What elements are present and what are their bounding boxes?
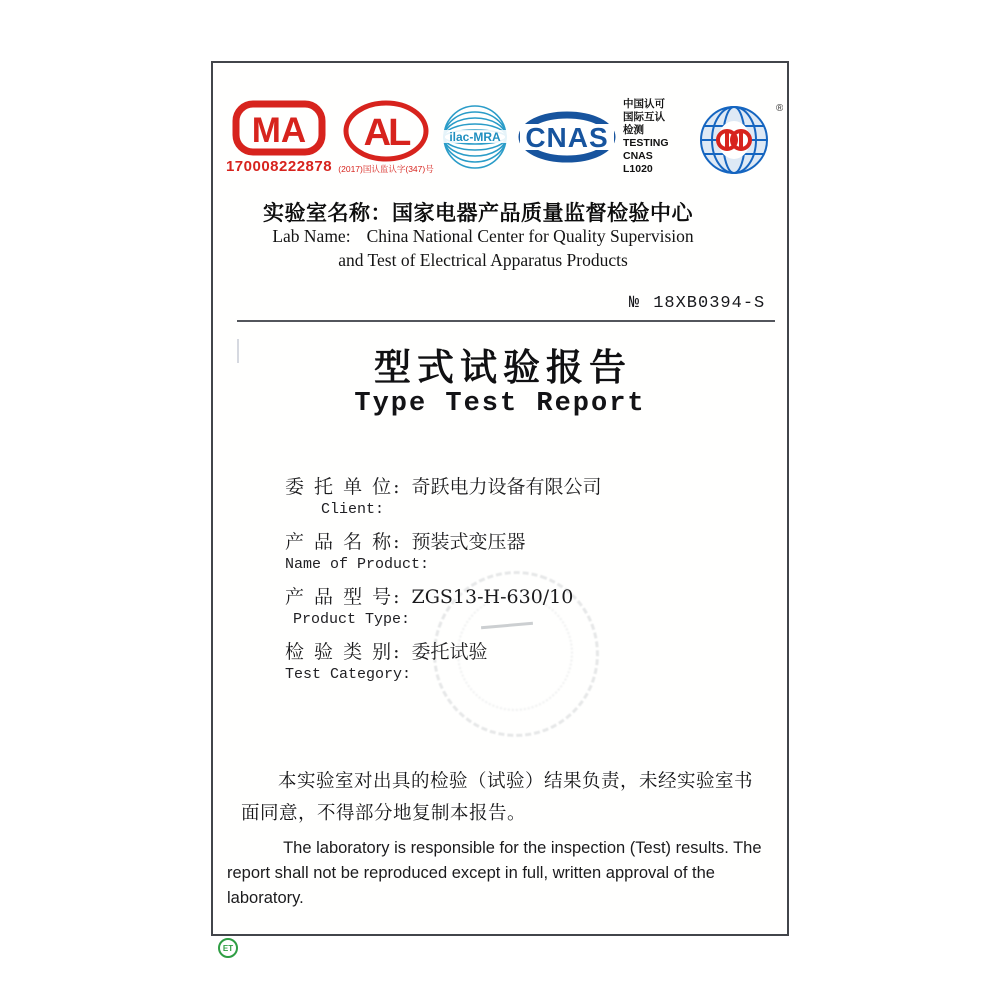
lab-name-zh-label: 实验室名称： (263, 202, 392, 225)
field-client-zh (285, 472, 602, 499)
globe-emblem-logo (693, 99, 783, 175)
field-client (285, 472, 602, 518)
ilac-mra-label: ilac-MRA (449, 130, 501, 144)
lab-name-en-row1 (213, 226, 753, 247)
globe-emblem-icon (693, 99, 783, 175)
header-divider-line (237, 320, 775, 322)
cma-mark-icon (231, 99, 327, 157)
field-value: 委托试验 (411, 641, 488, 663)
cal-logo (339, 100, 433, 175)
report-number-label: № (629, 294, 640, 313)
accreditation-line: TESTING (623, 137, 669, 149)
cnas-label: CNAS (525, 122, 609, 153)
field-label-en: Name of Product: (285, 556, 430, 573)
lab-name-en (213, 226, 753, 271)
field-label-zh: 产 品 名 称: (285, 531, 402, 553)
cal-caption: (2017)国认监认字(347)号 (338, 163, 434, 174)
et-stamp-icon (218, 938, 238, 958)
responsibility-statement-en: The laboratory is responsible for the inspection (Test) results. The report shall not be reproduced except in full, written approval of the laboratory. (227, 839, 762, 907)
report-fields (285, 472, 602, 692)
field-value: 奇跃电力设备有限公司 (411, 476, 602, 498)
cma-letters: MA (251, 111, 307, 150)
accreditation-text-block (623, 98, 685, 177)
field-test-category (285, 637, 602, 683)
cal-letters: AL (363, 111, 409, 154)
cma-certificate-number: 170008222878 (225, 158, 333, 175)
scan-artifact-mark (237, 339, 239, 363)
lab-name-en-line1: China National Center for Quality Supervision (366, 226, 694, 246)
et-stamp-label: ET (222, 943, 234, 953)
field-product-name-zh (285, 527, 602, 554)
field-label-en: Client: (321, 501, 385, 518)
field-label-zh: 检 验 类 别: (285, 641, 402, 663)
cnas-logo (517, 111, 617, 163)
report-number-value: 18XB0394-S (653, 294, 766, 313)
accreditation-line: CNAS L1020 (623, 150, 653, 176)
report-title-en: Type Test Report (354, 389, 646, 419)
ilac-mra-icon (442, 104, 508, 170)
field-product-type (285, 582, 602, 628)
report-number (629, 294, 765, 313)
ilac-mra-logo (441, 104, 509, 170)
field-product-name (285, 527, 602, 573)
report-title-zh: 型式试验报告 (374, 347, 632, 388)
certificate-page (211, 61, 789, 936)
accreditation-line: 中国认可 (623, 97, 665, 110)
accreditation-line: 国际互认 (623, 110, 665, 123)
field-value: 预装式变压器 (411, 531, 526, 553)
field-value: ZGS13-H-630/10 (411, 586, 574, 608)
accreditation-logos-row (225, 91, 783, 183)
cnas-icon (518, 111, 616, 163)
registered-trademark-symbol: ® (776, 103, 783, 114)
cma-logo (225, 99, 333, 175)
field-test-category-zh (285, 637, 602, 664)
responsibility-statement-zh: 本实验室对出具的检验（试验）结果负责，未经实验室书面同意，不得部分地复制本报告。 (241, 771, 754, 824)
field-label-en: Test Category: (285, 666, 412, 683)
lab-name-zh-value: 国家电器产品质量监督检验中心 (392, 202, 693, 225)
lab-name-en-label: Lab Name: (272, 226, 351, 246)
accreditation-line: 检测 (623, 123, 644, 136)
lab-name-zh (263, 197, 693, 227)
field-label-zh: 委 托 单 位: (285, 476, 402, 498)
field-label-en: Product Type: (293, 611, 411, 628)
cal-mark-icon (342, 100, 430, 162)
field-label-zh: 产 品 型 号: (285, 586, 402, 608)
lab-name-en-line2: and Test of Electrical Apparatus Products (338, 250, 628, 270)
field-product-type-zh (285, 582, 602, 609)
